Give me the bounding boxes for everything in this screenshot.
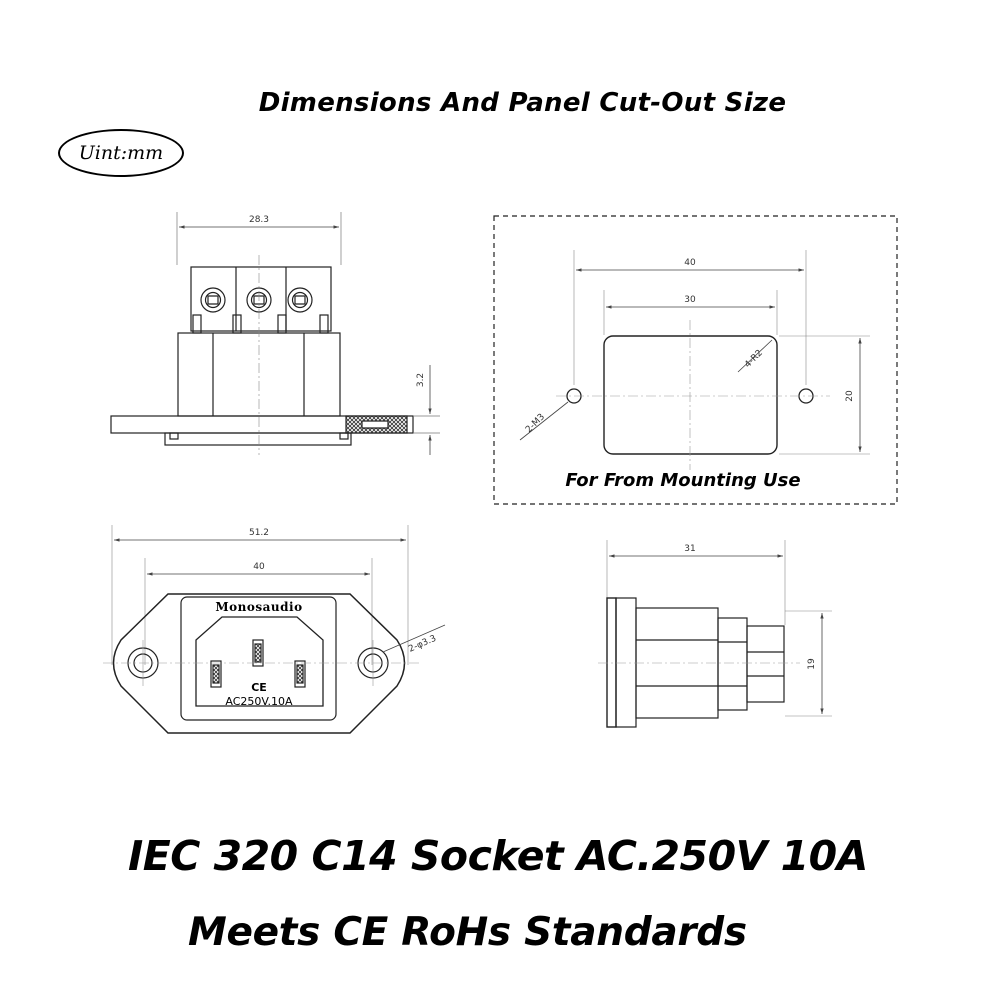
hole-diameter-label: 2-φ3.3: [407, 633, 438, 655]
standards-line: Meets CE RoHs Standards: [188, 910, 747, 955]
ce-mark: CE: [251, 681, 267, 694]
page-title: Dimensions And Panel Cut-Out Size: [258, 88, 787, 118]
corner-radius-label: 4-R2: [743, 348, 765, 371]
side-view: [598, 540, 832, 727]
dim-label-31: 31: [684, 544, 696, 554]
rating-label: AC250V.10A: [225, 695, 293, 708]
top-view: [111, 212, 440, 455]
dim-label-3-2: 3.2: [416, 372, 426, 388]
brand-label: Monosaudio: [215, 600, 303, 614]
dim-label-28-3: 28.3: [248, 215, 270, 225]
dim-label-30: 30: [684, 295, 696, 305]
dim-label-51-2: 51.2: [248, 528, 270, 538]
dim-label-20: 20: [845, 390, 855, 402]
unit-label: Uint:mm: [78, 142, 164, 164]
flange-outline: [114, 594, 405, 733]
dim-label-40-cutout: 40: [684, 258, 696, 268]
mounting-caption: For From Mounting Use: [565, 470, 801, 491]
dim-label-40-front: 40: [253, 562, 265, 572]
product-headline: IEC 320 C14 Socket AC.250V 10A: [128, 832, 868, 880]
hole-thread-label: 2-M3: [524, 412, 548, 436]
dim-label-19: 19: [807, 658, 817, 670]
